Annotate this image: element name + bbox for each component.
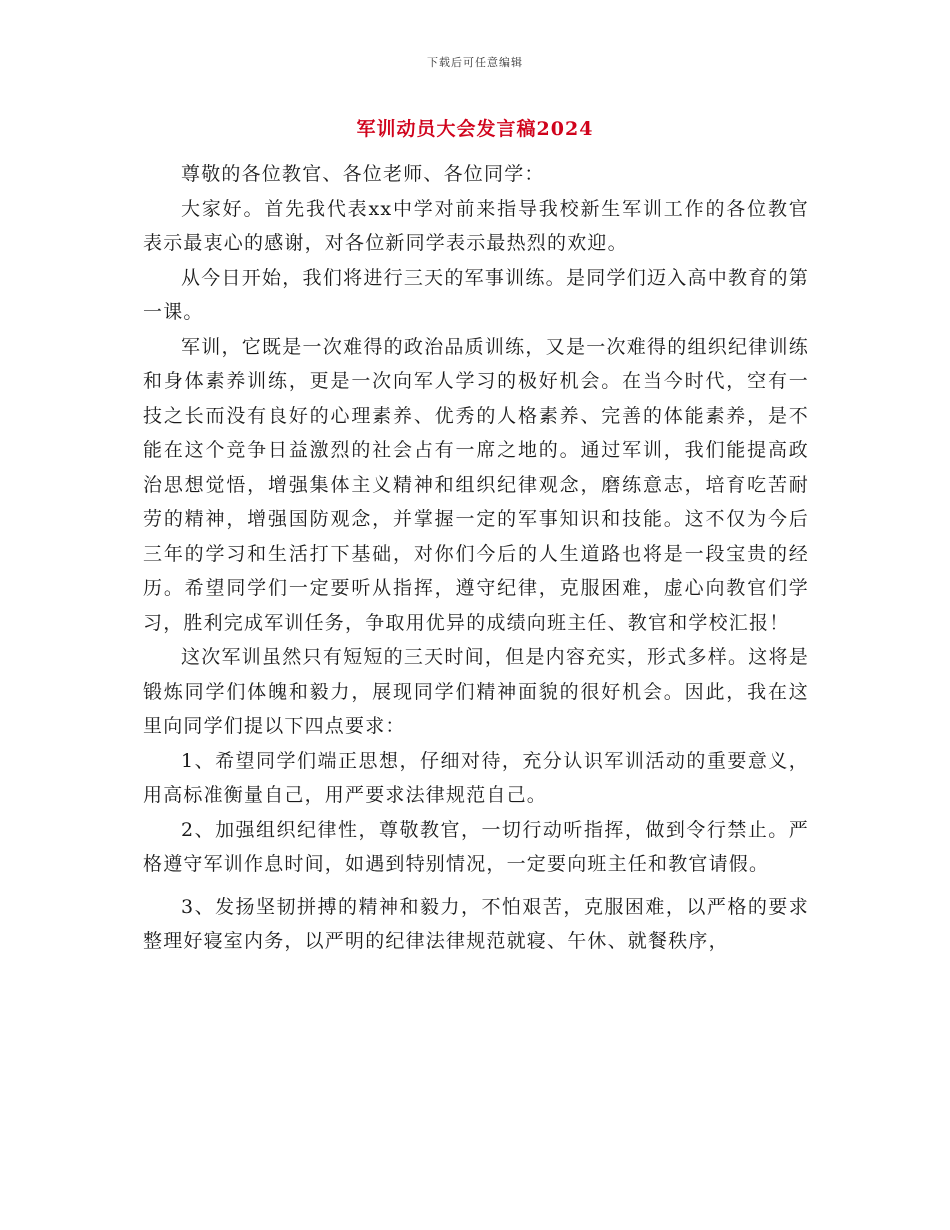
- paragraph-requirement-1: 1、希望同学们端正思想，仔细对待，充分认识军训活动的重要意义，用高标准衡量自己，用严要求法律规范自己。: [143, 749, 809, 806]
- paragraph: 大家好。首先我代表xx中学对前来指导我校新生军训工作的各位教官表示最衷心的感谢，对各位新同学表示最热烈的欢迎。: [143, 197, 809, 254]
- paragraph-requirement-2: 2、加强组织纪律性，尊敬教官，一切行动听指挥，做到令行禁止。严格遵守军训作息时间，如遇到特别情况，一定要向班主任和教官请假。: [143, 818, 809, 875]
- paragraph-salutation: 尊敬的各位教官、各位老师、各位同学：: [181, 163, 545, 185]
- paragraph: 军训，它既是一次难得的政治品质训练，又是一次难得的组织纪律训练和身体素养训练，更是一次向军人学习的极好机会。在当今时代，空有一技之长而没有良好的心理素养、优秀的人格素养、完善的体能素养，是不能在这个竞争日益激烈的社会占有一席之地的。通过军训，我们能提高政治思想觉悟，增强集体主义精神和组织纪律观念，磨练意志，培育吃苦耐劳的精神，增强国防观念，并掌握一定的军事知识和技能。这不仅为今后三年的学习和生活打下基础，对你们今后的人生道路也将是一段宝贵的经历。希望同学们一定要听从指挥，遵守纪律，克服困难，虚心向教官们学习，胜利完成军训任务，争取用优异的成绩向班主任、教官和学校汇报！: [143, 335, 809, 634]
- paragraph: 这次军训虽然只有短短的三天时间，但是内容充实，形式多样。这将是锻炼同学们体魄和毅力，展现同学们精神面貌的很好机会。因此，我在这里向同学们提以下四点要求：: [143, 646, 809, 737]
- document-body: [143, 157, 809, 959]
- document-title: 军训动员大会发言稿2024: [356, 118, 594, 140]
- header-note: 下载后可任意编辑: [427, 56, 523, 69]
- paragraph: 从今日开始，我们将进行三天的军事训练。是同学们迈入高中教育的第一课。: [143, 266, 809, 323]
- paragraph-requirement-3: 3、发扬坚韧拼搏的精神和毅力，不怕艰苦，克服困难，以严格的要求整理好寝室内务，以严明的纪律法律规范就寝、午休、就餐秩序，: [143, 895, 809, 952]
